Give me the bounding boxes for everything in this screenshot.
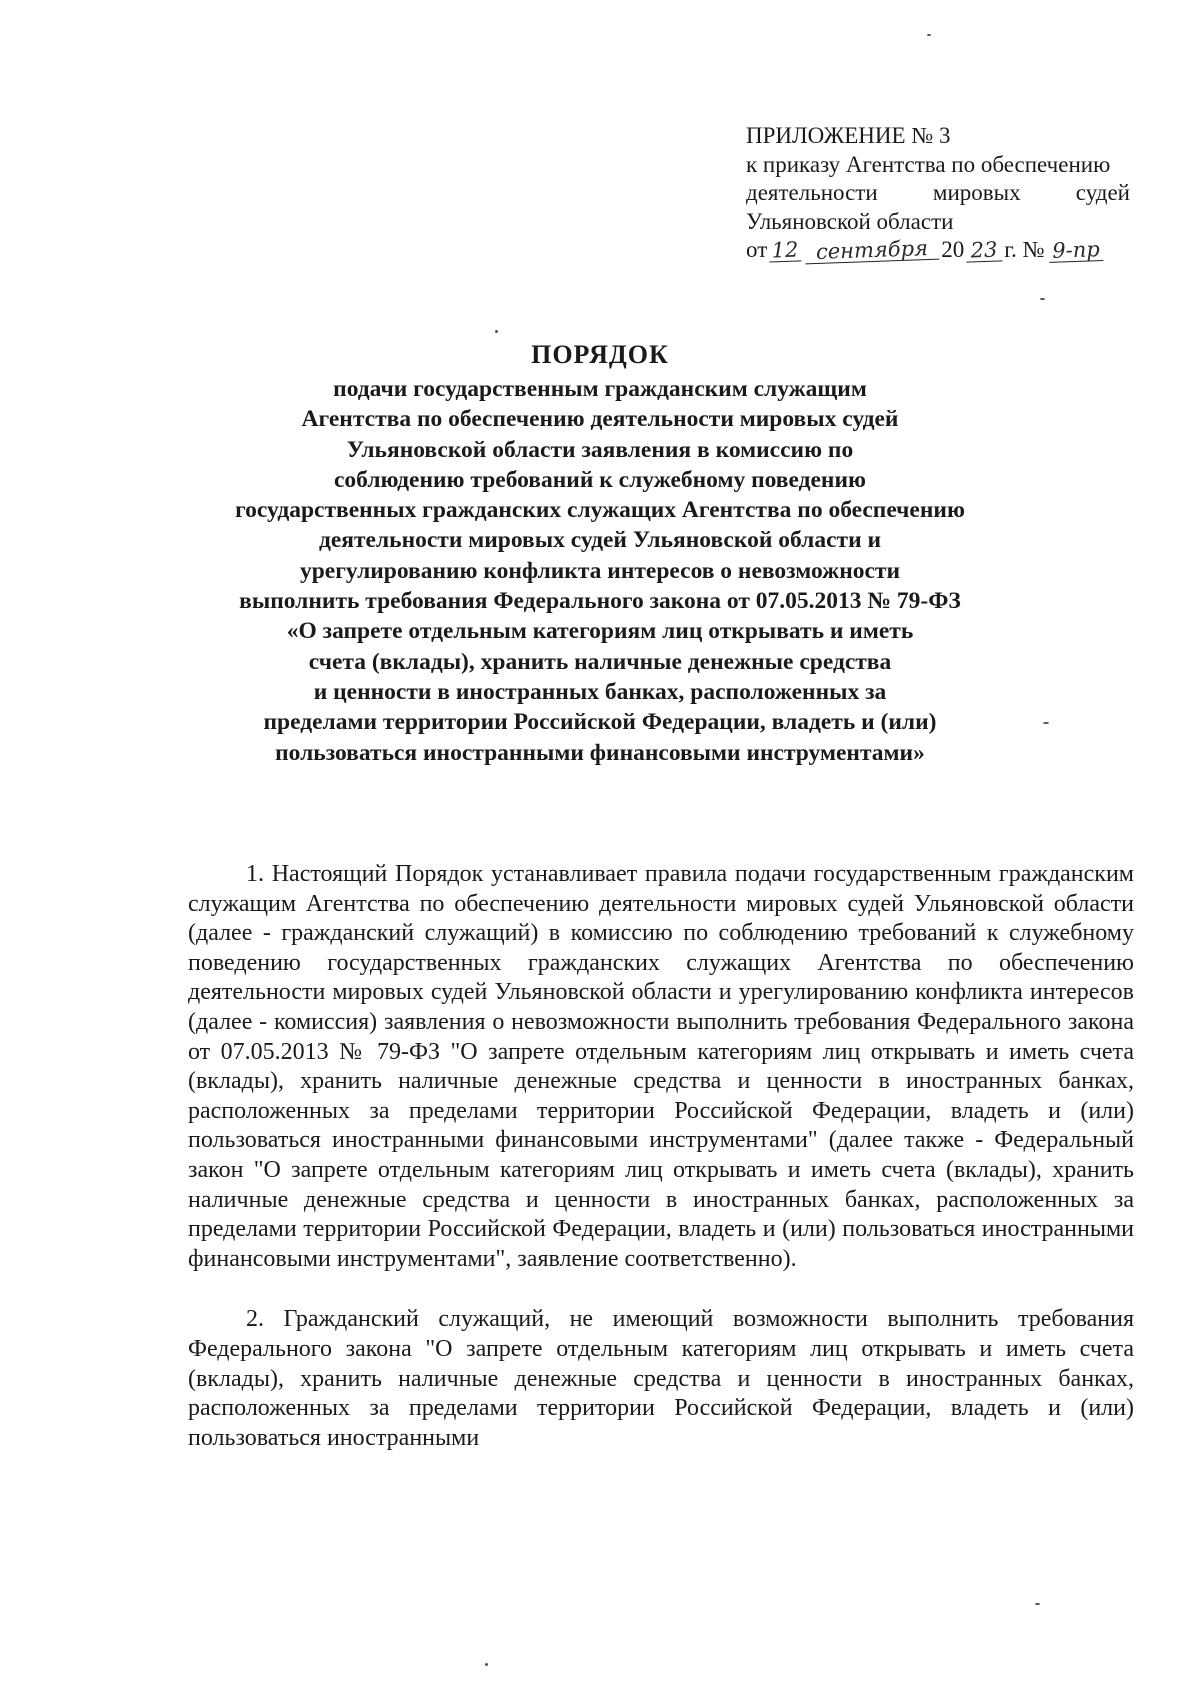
handwritten-year: 23 <box>966 238 1003 262</box>
date-prefix: от <box>746 237 768 262</box>
date-year-prefix: 20 <box>941 237 965 262</box>
document-body <box>188 860 1134 1453</box>
appendix-line-2-word-1: деятельности <box>746 180 878 205</box>
title-line: «О запрете отдельным категориям лиц открывать и иметь <box>286 618 914 645</box>
title-line: и ценности в иностранных банках, расположенных за <box>313 678 887 705</box>
title-line: государственных гражданских служащих Агентства по обеспечению <box>235 497 965 524</box>
handwritten-day: 12 <box>769 238 802 262</box>
appendix-line-2-word-2: мировых <box>932 180 1021 205</box>
scan-speck <box>485 1663 488 1666</box>
title-line: пользоваться иностранными финансовыми инструментами» <box>275 739 925 766</box>
scan-speck <box>1035 1603 1040 1605</box>
title-line: подачи государственным гражданским служащим <box>333 376 867 402</box>
date-suffix: г. № <box>1004 237 1045 262</box>
title-line: выполнить требования Федерального закона от 07.05.2013 № 79-ФЗ <box>239 588 961 615</box>
scan-speck <box>927 34 931 36</box>
title-line: счета (вклады), хранить наличные денежные средства <box>308 648 892 675</box>
appendix-date-line <box>746 236 1136 265</box>
title-line: соблюдению требований к служебному поведению <box>334 466 866 493</box>
appendix-line-2-word-3: судей <box>1075 180 1130 205</box>
title-line: Агентства по обеспечению деятельности мировых судей <box>301 406 899 433</box>
appendix-line-1: к приказу Агентства по обеспечению <box>746 151 1111 177</box>
scan-speck <box>1040 298 1045 300</box>
handwritten-order-number: 9-пр <box>1048 238 1103 263</box>
appendix-block <box>746 122 1136 265</box>
appendix-line-2 <box>746 179 1130 208</box>
document-title: ПОРЯДОК <box>531 340 669 369</box>
appendix-heading: ПРИЛОЖЕНИЕ № 3 <box>746 123 951 148</box>
document-title-block <box>120 338 1080 768</box>
paragraph-1: 1. Настоящий Порядок устанавливает правила подачи государственным гражданским служащим Агентства по обеспечению деятельности мировых судей Ульяновской области (далее - гражданский служащий) в комиссию по соблюдению требований к служебному поведению государственных гражданских служащих Агентства по обеспечению деятельности мировых судей Ульяновской области и урегулированию конфликта интересов (далее - комиссия) заявления о невозможности выполнить требования Федерального закона от 07.05.2013 № 79-ФЗ "О запрете отдельным категориям лиц открывать и иметь счета (вклады), хранить наличные денежные средства и ценности в иностранных банках, расположенных за пределами территории Российской Федерации, владеть и (или) пользоваться иностранными финансовыми инструментами" (далее также - Федеральный закон "О запрете отдельным категориям лиц открывать и иметь счета (вклады), хранить наличные денежные средства и ценности в иностранных банках, расположенных за пределами территории Российской Федерации, владеть и (или) пользоваться иностранными финансовыми инструментами", заявление соответственно). <box>188 861 1134 1272</box>
handwritten-month: сентября <box>805 237 940 265</box>
title-line: пределами территории Российской Федерации, владеть и (или) <box>263 709 937 736</box>
title-line: Ульяновской области заявления в комиссию по <box>346 436 854 463</box>
appendix-line-3: Ульяновской области <box>746 208 954 234</box>
scan-speck <box>495 330 498 333</box>
scan-speck <box>1043 722 1049 724</box>
paragraph-2: 2. Гражданский служащий, не имеющий возможности выполнить требования Федерального закона "О запрете отдельным категориям лиц открывать и иметь счета (вклады), хранить наличные денежные средства и ценности в иностранных банках, расположенных за пределами территории Российской Федерации, владеть и (или) пользоваться иностранными <box>188 1306 1134 1451</box>
title-line: урегулированию конфликта интересов о невозможности <box>299 557 900 584</box>
title-line: деятельности мировых судей Ульяновской области и <box>318 527 882 554</box>
